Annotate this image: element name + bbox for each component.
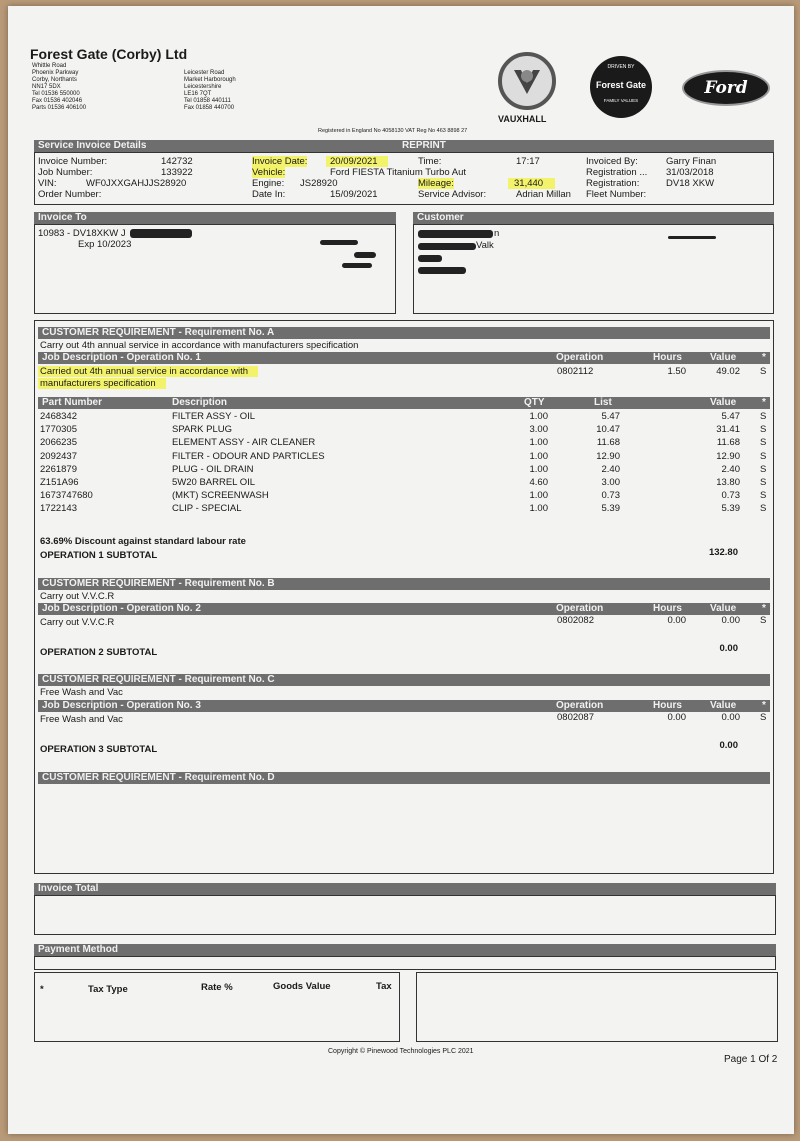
invoice-to-header: Invoice To <box>34 212 396 224</box>
part-number: 1722143 <box>40 503 77 515</box>
tax-label: Tax <box>376 981 392 992</box>
part-qty: 1.00 <box>529 463 548 475</box>
part-qty: 1.00 <box>529 437 548 449</box>
part-list-price: 0.73 <box>601 490 620 502</box>
copyright: Copyright © Pinewood Technologies PLC 2021 <box>328 1048 474 1055</box>
engine: JS28920 <box>300 178 338 189</box>
requirement-b-text: Carry out V.V.C.R <box>40 591 115 602</box>
part-number: 1770305 <box>40 424 77 436</box>
customer-line1: n <box>494 228 500 239</box>
part-flag: S <box>760 463 767 475</box>
part-row <box>40 437 770 450</box>
job-3-desc: Free Wash and Vac <box>40 714 123 725</box>
col-star: * <box>762 352 766 363</box>
date-in: 15/09/2021 <box>330 189 378 200</box>
redacted-customer-town <box>418 255 442 262</box>
part-description: SPARK PLUG <box>172 424 233 436</box>
totals-box <box>416 972 778 1042</box>
part-description: PLUG - OIL DRAIN <box>172 463 254 475</box>
reprint-label: REPRINT <box>402 140 446 151</box>
details-col-2: Invoice Date: Vehicle: Engine: Date In: <box>252 156 308 200</box>
vauxhall-text: VAUXHALL <box>498 114 547 124</box>
requirement-d-header: CUSTOMER REQUIREMENT - Requirement No. D <box>38 772 770 784</box>
part-number: 1673747680 <box>40 490 93 502</box>
part-flag: S <box>760 411 767 422</box>
redacted-name <box>130 229 192 238</box>
part-qty: 4.60 <box>529 476 548 488</box>
part-flag: S <box>760 437 767 449</box>
op-1-subtotal-label: OPERATION 1 SUBTOTAL <box>40 550 158 561</box>
invoice-date: 20/09/2021 <box>326 156 388 167</box>
op-3-subtotal-label: OPERATION 3 SUBTOTAL <box>40 744 158 755</box>
job-1-header: Job Description - Operation No. 1 Operation Hours Value * <box>38 352 770 364</box>
part-row <box>40 411 770 424</box>
invoice-total-box <box>34 895 776 935</box>
part-row <box>40 451 770 464</box>
job-3-flag: S <box>760 712 767 723</box>
part-number: 2092437 <box>40 450 77 462</box>
time: 17:17 <box>516 156 540 167</box>
payment-method-header: Payment Method <box>34 944 776 956</box>
redacted-address <box>342 263 372 268</box>
part-list-price: 5.47 <box>601 411 620 422</box>
payment-method-box <box>34 956 776 970</box>
part-list-price: 3.00 <box>601 476 620 488</box>
details-header: Service Invoice Details REPRINT <box>34 140 774 152</box>
invoice-page <box>8 6 794 1134</box>
job-number: 133922 <box>161 167 193 178</box>
mileage: 31,440 <box>508 178 555 189</box>
part-flag: S <box>760 476 767 488</box>
part-number: 2468342 <box>40 411 77 422</box>
details-col-4: Invoiced By: Registration ... Registration: Fleet Number: <box>586 156 648 200</box>
requirement-a-header: CUSTOMER REQUIREMENT - Requirement No. A <box>38 327 770 339</box>
part-flag: S <box>760 424 767 436</box>
job-3-header: Job Description - Operation No. 3 Operation Hours Value * <box>38 700 770 712</box>
part-list-price: 11.68 <box>596 437 620 449</box>
part-value: 31.41 <box>716 424 740 436</box>
part-description: (MKT) SCREENWASH <box>172 490 269 502</box>
col-value: Value <box>710 352 737 363</box>
job-1-desc-line2: manufacturers specification <box>38 378 166 389</box>
job-3-operation: 0802087 <box>557 712 594 723</box>
details-col-1: Invoice Number: Job Number: VIN: Order Number: <box>38 156 108 200</box>
discount-note: 63.69% Discount against standard labour rate <box>40 536 246 547</box>
part-number: 2066235 <box>40 437 77 449</box>
company-address-corby: Whittle Road Phoenix Parkway Corby, Northants NN17 5DX Tel 01536 550000 Fax 01536 402046 Parts 01536 406100 <box>32 63 87 111</box>
part-value: 12.90 <box>716 450 740 462</box>
requirement-a-text: Carry out 4th annual service in accordance with manufacturers specification <box>40 340 359 351</box>
ford-logo-icon: Ford <box>682 70 770 106</box>
parts-header: Part Number Description QTY List Value * <box>38 397 770 409</box>
goods-value-label: Goods Value <box>273 981 331 992</box>
redacted-customer-postcode <box>418 267 466 274</box>
op-3-subtotal: 0.00 <box>719 740 738 751</box>
part-value: 2.40 <box>721 463 740 475</box>
part-number: Z151A96 <box>40 476 79 488</box>
job-2-value: 0.00 <box>721 615 740 626</box>
invoice-to-line1: 10983 - DV18XKW J <box>38 228 126 239</box>
part-description: 5W20 BARREL OIL <box>172 476 256 488</box>
part-value: 5.39 <box>721 503 740 515</box>
job-1-hours: 1.50 <box>667 366 686 377</box>
customer-header: Customer <box>413 212 774 224</box>
part-qty: 1.00 <box>529 411 548 422</box>
part-description: ELEMENT ASSY - AIR CLEANER <box>172 437 316 449</box>
part-list-price: 10.47 <box>596 424 620 436</box>
redacted-customer-street <box>418 243 476 250</box>
job-1-desc-line1: Carried out 4th annual service in accordance with <box>38 366 258 377</box>
invoice-number: 142732 <box>161 156 193 167</box>
vehicle: Ford FIESTA Titanium Turbo Aut <box>330 167 467 178</box>
redacted-customer-phone <box>668 236 716 239</box>
requirement-c-header: CUSTOMER REQUIREMENT - Requirement No. C <box>38 674 770 686</box>
invoiced-by: Garry Finan <box>666 156 717 167</box>
tax-type-label: Tax Type <box>88 984 128 995</box>
part-description: FILTER - ODOUR AND PARTICLES <box>172 450 325 462</box>
col-operation: Operation <box>556 352 604 363</box>
registration-date: 31/03/2018 <box>666 167 714 178</box>
requirement-b-header: CUSTOMER REQUIREMENT - Requirement No. B <box>38 578 770 590</box>
parts-table <box>40 411 770 517</box>
part-value: 13.80 <box>716 476 740 488</box>
part-qty: 3.00 <box>529 424 548 436</box>
op-1-subtotal: 132.80 <box>708 547 738 558</box>
part-number: 2261879 <box>40 463 77 475</box>
service-advisor: Adrian Millan <box>516 189 571 200</box>
part-value: 0.73 <box>721 490 740 502</box>
page-number: Page 1 Of 2 <box>724 1054 778 1065</box>
part-flag: S <box>760 503 767 515</box>
details-col-3: Time: Mileage: Service Advisor: <box>418 156 487 200</box>
part-row <box>40 477 770 490</box>
company-address-harborough: Leicester Road Market Harborough Leicestershire LE16 7QT Tel 01858 440111 Fax 01858 440700 <box>184 70 236 111</box>
part-value: 5.47 <box>721 411 740 422</box>
redacted-customer-name <box>418 230 493 238</box>
op-2-subtotal-label: OPERATION 2 SUBTOTAL <box>40 647 158 658</box>
part-row <box>40 464 770 477</box>
job-2-hours: 0.00 <box>667 615 686 626</box>
forest-gate-logo-icon: DRIVEN BY Forest Gate FAMILY VALUES <box>590 56 652 118</box>
vin: WF0JXXGAHJJS28920 <box>86 178 187 189</box>
col-hours: Hours <box>653 352 682 363</box>
job-2-operation: 0802082 <box>557 615 594 626</box>
job-1-value: 49.02 <box>716 366 740 377</box>
job-3-hours: 0.00 <box>667 712 686 723</box>
part-qty: 1.00 <box>529 503 548 515</box>
part-description: FILTER ASSY - OIL <box>172 411 256 422</box>
part-description: CLIP - SPECIAL <box>172 503 242 515</box>
job-2-desc: Carry out V.V.C.R <box>40 617 115 628</box>
part-row <box>40 503 770 516</box>
part-qty: 1.00 <box>529 450 548 462</box>
job-1-operation: 0802112 <box>557 366 594 377</box>
company-name: Forest Gate (Corby) Ltd <box>30 46 188 62</box>
tax-star: * <box>40 984 44 995</box>
op-2-subtotal: 0.00 <box>719 643 738 654</box>
part-row <box>40 424 770 437</box>
job-1-flag: S <box>760 366 767 377</box>
part-value: 11.68 <box>716 437 740 449</box>
invoice-total-header: Invoice Total <box>34 883 776 895</box>
registered-info: Registered in England No 4058130 VAT Reg No 463 8898 27 <box>318 128 468 134</box>
requirement-c-text: Free Wash and Vac <box>40 687 123 698</box>
registration: DV18 XKW <box>666 178 715 189</box>
rate-label: Rate % <box>201 982 233 993</box>
part-list-price: 12.90 <box>596 450 620 462</box>
part-row <box>40 490 770 503</box>
vauxhall-logo-icon <box>498 52 556 110</box>
part-flag: S <box>760 450 767 462</box>
part-list-price: 2.40 <box>601 463 620 475</box>
redacted-address <box>320 240 358 245</box>
part-qty: 1.00 <box>529 490 548 502</box>
part-flag: S <box>760 490 767 502</box>
invoice-to-line2: Exp 10/2023 <box>78 239 132 250</box>
job-2-flag: S <box>760 615 767 626</box>
job-3-value: 0.00 <box>721 712 740 723</box>
job-2-header: Job Description - Operation No. 2 Operation Hours Value * <box>38 603 770 615</box>
customer-line2: Valk <box>476 240 494 251</box>
redacted-address <box>354 252 376 258</box>
part-list-price: 5.39 <box>601 503 620 515</box>
